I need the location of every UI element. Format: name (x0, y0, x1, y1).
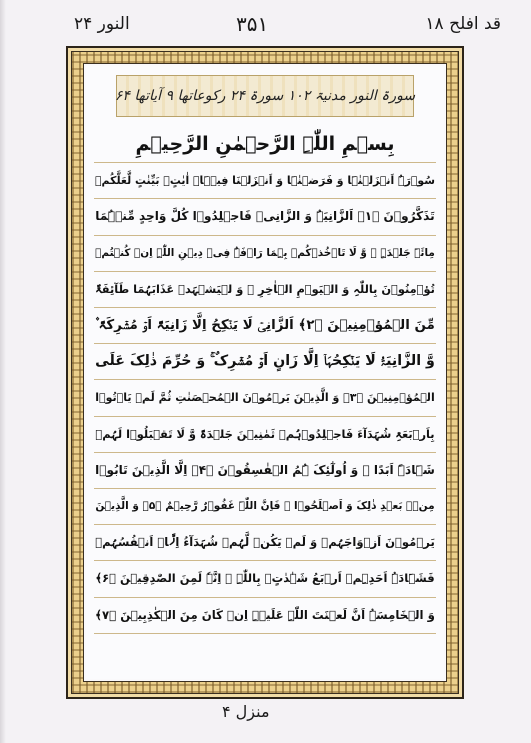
verse-line (94, 162, 436, 199)
verse-line (94, 524, 436, 561)
page-frame (66, 46, 464, 699)
verse-line (94, 488, 436, 525)
verse-line (94, 343, 436, 380)
verse-line-text: الۡمُؤۡمِنِیۡنَ ﴿۳﴾ وَ الَّذِیۡنَ یَرۡمُوۡنَ الۡمُحۡصَنٰتِ ثُمَّ لَمۡ یَاۡتُوۡا (95, 390, 435, 404)
header-juz-name: قد افلح ۱۸ (425, 14, 501, 34)
verse-line (94, 198, 436, 235)
verse-line (94, 597, 436, 634)
header-surah-name: النور ۲۴ (74, 14, 130, 34)
verse-line-text: تَذَکَّرُوۡنَ ﴿۱﴾ اَلزَّانِیَۃُ وَ الزَّانِیۡ فَاجۡلِدُوۡا کُلَّ وَاحِدٍ مِّنۡہُمَا (95, 209, 435, 224)
verse-line-text: بِاَرۡبَعَۃِ شُہَدَآءَ فَاجۡلِدُوۡہُمۡ ثَمٰنِیۡنَ جَلۡدَۃً وَّ لَا تَقۡبَلُوۡا لَہُمۡ (95, 426, 435, 441)
text-area (86, 66, 444, 679)
verse-line-text: مِنۡۢ بَعۡدِ ذٰلِکَ وَ اَصۡلَحُوۡا ۚ فَاِنَّ اللّٰہَ غَفُوۡرٌ رَّحِیۡمٌ ﴿۵﴾ وَ الَّذِیۡنَ (95, 500, 435, 513)
verse-line-text: تُؤۡمِنُوۡنَ بِاللّٰہِ وَ الۡیَوۡمِ الۡاٰخِرِ ۚ وَ لۡیَشۡہَدۡ عَذَابَہُمَا طَآئِفَۃٌ (95, 281, 435, 296)
verse-line-text: شَہَادَۃً اَبَدًا ۚ وَ اُولٰٓئِکَ ہُمُ الۡفٰسِقُوۡنَ ﴿۴﴾ اِلَّا الَّذِیۡنَ تَابُوۡا (95, 462, 435, 477)
verse-line-text: سُوۡرَۃٌ اَنۡزَلۡنٰہَا وَ فَرَضۡنٰہَا وَ اَنۡزَلۡنَا فِیۡہَاۤ اٰیٰتٍۭ بَیِّنٰتٍ لَّعَلَّکُمۡ (95, 173, 435, 187)
verse-line (94, 126, 436, 163)
verse-line-text: فَشَہَادَۃُ اَحَدِہِمۡ اَرۡبَعُ شَہٰدٰتٍۭ بِاللّٰہِ ۙ اِنَّہٗ لَمِنَ الصّٰدِقِیۡنَ ﴿۶﴾ (95, 571, 435, 586)
verse-line (94, 235, 436, 272)
verse-line (94, 452, 436, 489)
verse-line-text: مِائَۃَ جَلۡدَۃٍ ۪ وَّ لَا تَاۡخُذۡکُمۡ بِہِمَا رَاۡفَۃٌ فِیۡ دِیۡنِ اللّٰہِ اِنۡ کُنۡتُمۡ (95, 246, 435, 259)
verse-line-text: یَرۡمُوۡنَ اَزۡوَاجَہُمۡ وَ لَمۡ یَکُنۡ لَّہُمۡ شُہَدَآءُ اِلَّاۤ اَنۡفُسُہُمۡ (95, 535, 435, 550)
verse-line (94, 416, 436, 453)
verse-line (94, 379, 436, 416)
verse-line-text: وَّ الزَّانِیَۃُ لَا یَنۡکِحُہَاۤ اِلَّا زَانٍ اَوۡ مُشۡرِکٌ ۚ وَ حُرِّمَ ذٰلِکَ عَلَی (95, 353, 435, 370)
verse-line-text: مِّنَ الۡمُؤۡمِنِیۡنَ ﴿۲﴾ اَلزَّانِیۡ لَا یَنۡکِحُ اِلَّا زَانِیَۃً اَوۡ مُشۡرِکَۃً ۫ (95, 317, 435, 333)
manzil-label: منزل ۴ (222, 702, 270, 721)
verse-line-text: وَ الۡخَامِسَۃُ اَنَّ لَعۡنَتَ اللّٰہِ عَلَیۡہِ اِنۡ کَانَ مِنَ الۡکٰذِبِیۡنَ ﴿۷﴾ (95, 607, 435, 622)
verse-line (94, 271, 436, 308)
verse-line (94, 560, 436, 597)
page-edge-shadow (0, 0, 6, 743)
surah-header-band (116, 75, 414, 117)
surah-title: سورۃ النور مدنیۃ ۱۰۲ سورۃ ۲۴ رکوعاتھا ۹ آیاتھا ۶۴ (114, 88, 416, 104)
page-number: ۳۵۱ (236, 12, 269, 36)
verse-line-text: بِسۡمِ اللّٰہِ الرَّحۡمٰنِ الرَّحِیۡمِ (135, 133, 395, 156)
verse-line (94, 307, 436, 344)
